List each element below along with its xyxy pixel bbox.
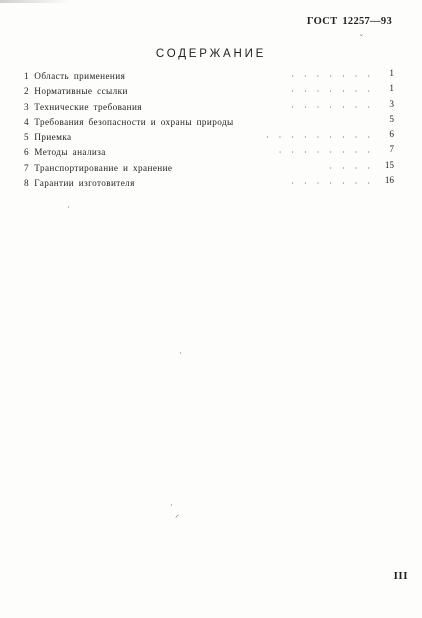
page-number: III bbox=[393, 570, 408, 582]
toc-leader-dots: ········· bbox=[266, 133, 380, 143]
toc-leader-dots: ······· bbox=[291, 72, 380, 81]
toc-leader-dots: ········ bbox=[278, 148, 380, 158]
toc-entry-page: 5 bbox=[389, 113, 394, 124]
toc-entry-title: Область применения bbox=[34, 71, 126, 81]
toc-entry-number: 5 bbox=[24, 132, 29, 143]
toc-entry-title: Технические требования bbox=[34, 101, 142, 112]
scan-speck: · bbox=[179, 349, 182, 358]
toc-entry-number: 3 bbox=[24, 101, 29, 112]
toc-entry-page: 15 bbox=[384, 159, 394, 170]
scan-edge-mark bbox=[0, 0, 70, 3]
toc-entry-number: 6 bbox=[24, 147, 29, 158]
scan-speck: · bbox=[170, 501, 173, 510]
toc-entry bbox=[24, 176, 394, 191]
table-of-contents bbox=[24, 69, 394, 191]
toc-entry-title: Нормативные ссылки bbox=[34, 86, 128, 97]
toc-entry-page: 16 bbox=[384, 175, 394, 186]
scan-speck: ⸝ bbox=[175, 510, 179, 519]
toc-entry-title: Требования безопасности и охраны природы bbox=[34, 116, 234, 127]
toc-entry-title: Гарантии изготовителя bbox=[34, 178, 135, 189]
toc-entry-number: 8 bbox=[24, 178, 29, 189]
toc-entry-page: 1 bbox=[389, 68, 394, 78]
toc-entry-title: Приемка bbox=[34, 132, 72, 143]
toc-entry bbox=[24, 69, 394, 84]
toc-entry-page: 7 bbox=[389, 144, 394, 155]
toc-entry-number: 1 bbox=[24, 71, 29, 81]
scan-speck: · bbox=[67, 203, 70, 212]
toc-entry-number: 4 bbox=[24, 116, 29, 127]
scan-speck: ˘ bbox=[360, 33, 363, 42]
toc-entry-page: 3 bbox=[389, 98, 394, 109]
toc-entry bbox=[24, 161, 394, 176]
toc-leader-dots: ······· bbox=[291, 179, 380, 189]
toc-entry bbox=[24, 145, 394, 160]
standard-number: 12257—93 bbox=[342, 16, 392, 27]
toc-entry bbox=[24, 130, 394, 145]
toc-leader-dots: ···· bbox=[329, 163, 380, 173]
contents-title: СОДЕРЖАНИЕ bbox=[155, 48, 267, 60]
toc-entry-number: 7 bbox=[24, 162, 29, 173]
toc-entry-number: 2 bbox=[24, 86, 29, 97]
standard-designation bbox=[307, 16, 392, 27]
toc-entry bbox=[24, 84, 394, 99]
toc-leader-dots: ······· bbox=[291, 87, 380, 97]
toc-entry-page: 6 bbox=[389, 129, 394, 140]
toc-entry bbox=[24, 100, 394, 115]
toc-entry bbox=[24, 115, 394, 130]
toc-entry-title: Методы анализа bbox=[34, 147, 106, 158]
toc-leader-dots: ······· bbox=[291, 102, 380, 112]
toc-entry-page: 1 bbox=[389, 83, 394, 94]
standard-label: ГОСТ bbox=[306, 16, 338, 27]
toc-entry-title: Транспортирование и хранение bbox=[34, 162, 173, 173]
